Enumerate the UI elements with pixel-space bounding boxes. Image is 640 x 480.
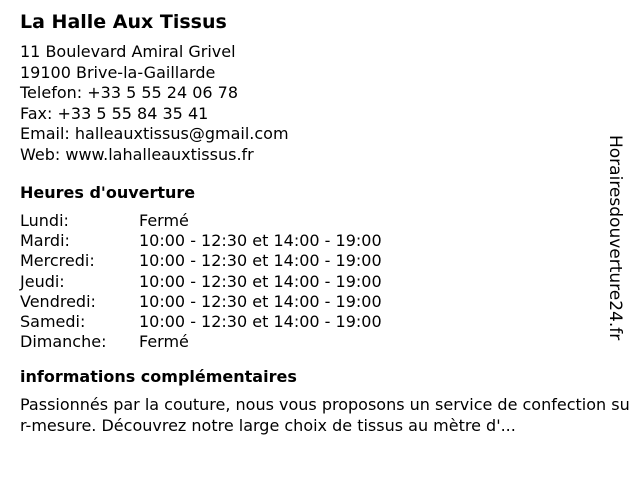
hours-time: 10:00 - 12:30 et 14:00 - 19:00 — [139, 251, 382, 271]
hours-row-sunday — [20, 332, 620, 352]
hours-row-tuesday — [20, 231, 620, 251]
hours-table — [20, 211, 620, 352]
email-address: Email: halleauxtissus@gmail.com — [20, 124, 289, 143]
hours-day: Jeudi: — [20, 271, 65, 291]
website: Web: www.lahalleauxtissus.fr — [20, 144, 254, 164]
business-card — [20, 8, 630, 436]
hours-time: 10:00 - 12:30 et 14:00 - 19:00 — [139, 291, 382, 311]
hours-heading: Heures d'ouverture — [20, 183, 196, 202]
hours-time: 10:00 - 12:30 et 14:00 - 19:00 — [139, 271, 382, 291]
hours-day: Samedi: — [20, 312, 86, 332]
hours-row-saturday — [20, 312, 620, 332]
watermark-text: Horairesdouverture24.fr — [605, 135, 625, 341]
hours-time: 10:00 - 12:30 et 14:00 - 19:00 — [139, 231, 382, 251]
business-name: La Halle Aux Tissus — [20, 11, 227, 33]
hours-row-thursday — [20, 272, 620, 292]
info-heading: informations complémentaires — [20, 367, 297, 387]
fax-number: Fax: +33 5 55 84 35 41 — [20, 103, 209, 123]
hours-day: Dimanche: — [20, 332, 107, 352]
address-line-1: 11 Boulevard Amiral Grivel — [20, 42, 236, 61]
hours-row-wednesday — [20, 251, 620, 271]
phone-number: Telefon: +33 5 55 24 06 78 — [20, 83, 239, 102]
hours-day: Vendredi: — [20, 291, 96, 311]
address-line-2: 19100 Brive-la-Gaillarde — [20, 62, 216, 82]
info-description: Passionnés par la couture, nous vous proposons un service de confection sur-mesure. Découvrez notre large choix de tissus au mètre d'... — [20, 395, 630, 435]
hours-day: Mardi: — [20, 231, 70, 251]
hours-time: 10:00 - 12:30 et 14:00 - 19:00 — [139, 312, 382, 332]
hours-row-friday — [20, 292, 620, 312]
hours-time: Fermé — [139, 332, 189, 352]
hours-row-monday — [20, 211, 620, 231]
hours-day: Lundi: — [20, 211, 69, 230]
hours-time: Fermé — [139, 211, 189, 230]
hours-day: Mercredi: — [20, 251, 95, 271]
